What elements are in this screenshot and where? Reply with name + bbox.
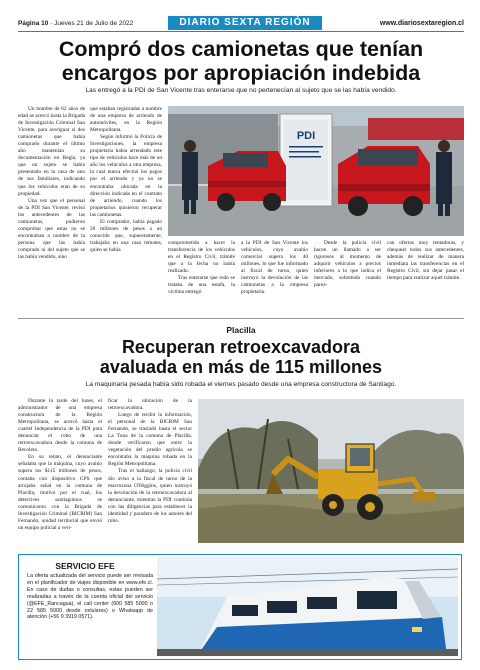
service-text: La oferta actualizada del servicio puede ser revisada en el planificador de viajes disponible en www.efe.cl. En caso de dudas o consultas, estas pueden ser realizadas a través de la cuenta oficial del servicio (@EFE_Rancagua), el call center (600 585 5000 o 22 585 5000 desde celulares) o Whatsapp de atención (+56 9 3919 0571).	[27, 573, 153, 621]
trucks-photo-graphic	[168, 106, 464, 236]
page-number: Página 10 · Jueves 21 de Julio de 2022	[18, 20, 134, 27]
story2-headline: Recuperan retroexcavadora avaluada en más de 115 millones	[99, 337, 383, 377]
story1-column-4: a la PDI de San Vicente los vehículos, cuyo avalúo comercial supera los 40 millones, lo que fue informado al fiscal de turno, quien instruyó la devolución de las camionetas a la empresa propietaria.	[241, 240, 308, 296]
header-rule	[18, 31, 464, 32]
website-link[interactable]: www.diariosextaregion.cl	[379, 20, 464, 27]
newspaper-name: DIARIO SEXTA REGIÓN	[168, 16, 322, 30]
page-header	[18, 14, 464, 32]
story2-column-2: ficar la ubicación de la retroexcavadora. Luego de recibir la información, el personal de la BICRIM San Fernando, se trasladó hasta el sector La Tuna de la comuna de Placilla, donde verificaron que entre la vegetación del predio agrícola se encontraba la máquina robada en la Región Metropolitana. Tras el hallazgo, la policía civil dio aviso a la fiscal de turno de la macrozona O'Higgins, quien instruyó la devolución de la retroexcavadora al denunciante, mientras la PDI continúa con las diligencias para establecer la identidad y paradero de los autores del robo.	[108, 398, 192, 524]
service-efe-box	[18, 554, 462, 660]
story1-subtitle: Las entregó a la PDI de San Vicente tras enterarse que no pertenecían al sujeto que se las había vendido.	[85, 87, 397, 94]
trucks-photo	[168, 106, 464, 236]
backhoe-photo-graphic	[198, 399, 464, 543]
pdi-sign-label: PDI	[296, 130, 316, 142]
issue-date: · Jueves 21 de Julio de 2022	[50, 20, 134, 27]
train-photo-graphic	[157, 557, 458, 656]
story1-column-5: Desde la policía civil hacen un llamado a ser rigurosos al momento de adquirir vehículos a precios inferiores a lo que indica el mercado, sobretodo cuando parez-	[314, 240, 381, 289]
story1-column-3: comprometido a hacer la transferencia de los vehículos en el Registro Civil, trámite que a la fecha no había realizado. Tras enterarse que todo se trataba de una estafa, la víctima entregó	[168, 240, 235, 296]
story2-kicker: Placilla	[226, 325, 256, 335]
story2-column-1: Durante la tarde del lunes, el administrador de una empresa constructora de la Región Metropolitana, se acercó hasta el cuartel Independencia de la PDI para denunciar el robo de una retroexcavadora desde la comuna de Recoleta. En su relato, el denunciante señalaba que la máquina, cuyo avalúo supera los $115 millones de pesos, contaba con dispositivo GPS que arrojaba señal en la comuna de Placilla, motivo por el cual, los detectives santiaguinos se comunicaron con la Brigada de Investigación Criminal (BICRIM) San Fernando, unidad territorial que envió un equipo policial a veri-	[18, 398, 102, 531]
train-photo	[157, 557, 458, 656]
story1-column-6: can ofertas muy tentadoras, y chequear todos sus antecedentes, además de realizar de manera inmediata las transferencias en el Registro Civil, sin dejar pasar el tiempo para realizar aquel trámite.	[387, 240, 464, 282]
backhoe-photo	[198, 399, 464, 543]
story1-column-2: que estaban registradas a nombre de una empresa de arriendo de automóviles, en la Región Metropolitana. Según informó la Policía de Investigaciones, la empresa propietaria había arrendado este tipo de vehículos hace más de un año los vehículos a otra empresa, la cual nunca efectuó los pagos por el arriendo y ya no se encontraba ubicada en la dirección indicada en el contrato de arriendo, cuando los propietarios quisieron recuperar las camionetas. El comprador, había pagado 28 millones de pesos a un conocido que, supuestamente, trabajaba en una casa remates, quien se había	[90, 106, 162, 253]
story1-column-1: Un hombre de 62 años de edad se acercó hasta la Brigada de Investigación Criminal San Vicente, para averiguar si dos camionetas que había comprado durante el último año mantenían su documentación en Regla, ya que un sujeto se había presentado en la casa de uno de sus familiares, indicando que los vehículos eran de su propiedad. Una vez que el personal de la PDI San Vicente, revisó los antecedentes de las camionetas, pudieron comprobar que estas no se encontraban a nombre de la persona que las había comprado ni del sujeto que se las había vendido, sino	[18, 106, 85, 260]
section-divider	[18, 318, 464, 319]
story2-subtitle: La maquinaria pesada había sido robada el viernes pasado desde una empresa constructora de Santiago.	[85, 381, 397, 388]
story1-headline: Compró dos camionetas que tenían encargos por apropiación indebida	[58, 37, 424, 85]
service-title: SERVICIO EFE	[55, 561, 115, 571]
